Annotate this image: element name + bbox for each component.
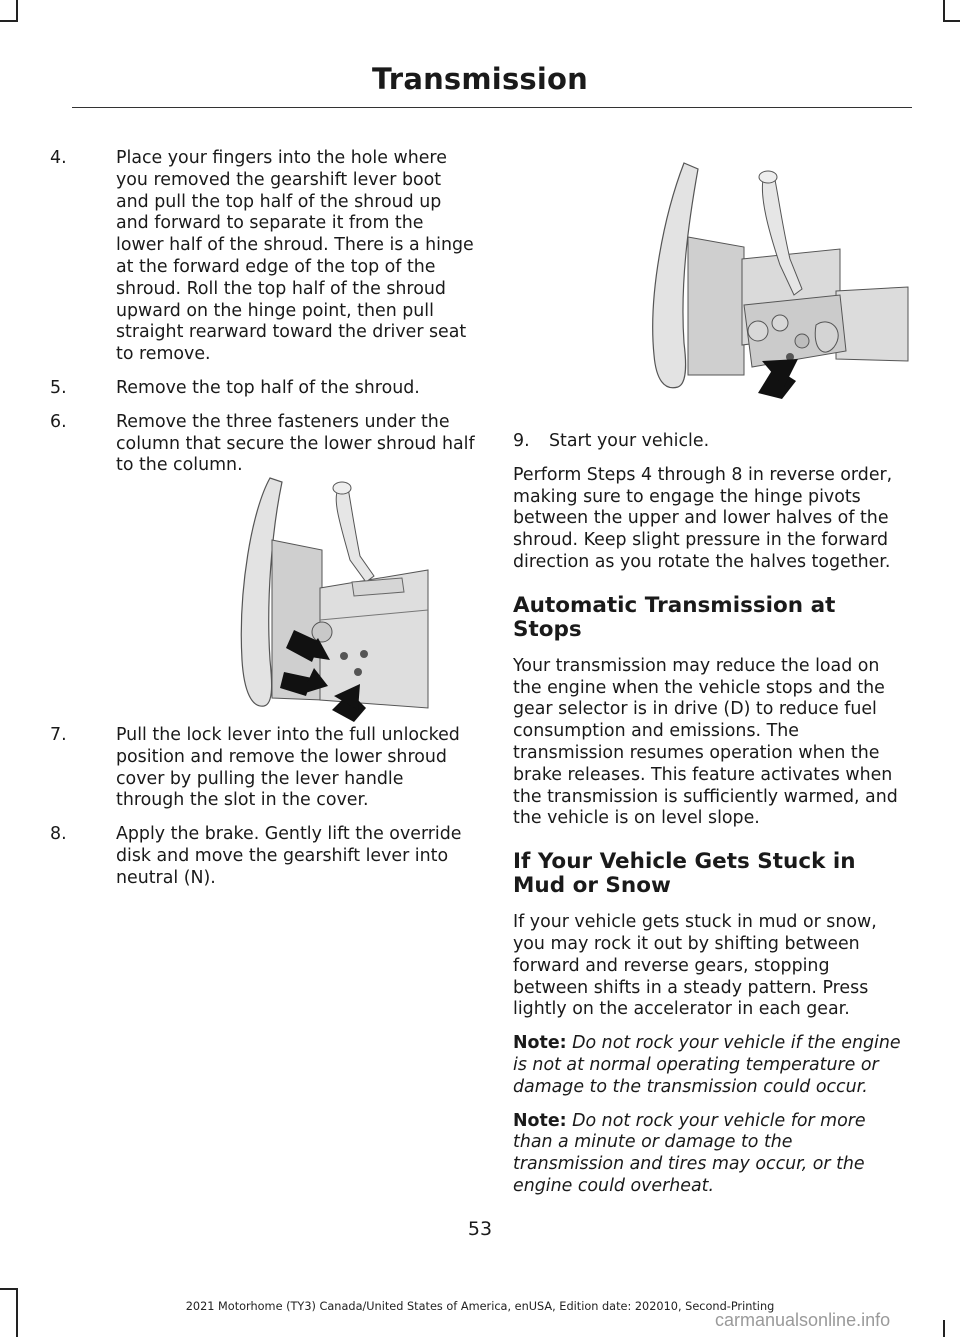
crop-mark bbox=[943, 1320, 945, 1337]
watermark: carmanualsonline.info bbox=[715, 1310, 891, 1330]
step-item bbox=[50, 824, 476, 889]
left-column bbox=[50, 148, 476, 489]
paragraph: Perform Steps 4 through 8 in reverse order, making sure to engage the hinge pivots between the upper and lower halves of the shroud. Keep slight pressure in the forward direction as you rotate the halves together. bbox=[513, 464, 893, 572]
step-number: 4. bbox=[50, 148, 67, 168]
step-text: Remove the three fasteners under the column that secure the lower shroud half to the column. bbox=[116, 411, 475, 476]
steering-column-fasteners-illustration bbox=[232, 470, 432, 732]
left-column-lower bbox=[50, 725, 476, 902]
crop-mark bbox=[0, 1288, 18, 1290]
crop-mark bbox=[943, 20, 960, 22]
section-heading: Automatic Transmission at Stops bbox=[513, 592, 836, 642]
header-divider bbox=[72, 107, 912, 108]
step-number: 9. bbox=[513, 431, 530, 451]
crop-mark bbox=[16, 0, 18, 22]
paragraph: If your vehicle gets stuck in mud or snow, you may rock it out by shifting between forward and reverse gears, stopping between shifts in a steady pattern. Press lightly on the accelerator in each gear. bbox=[513, 912, 877, 1020]
step-item bbox=[50, 148, 476, 366]
step-item bbox=[513, 431, 908, 453]
footer-text: 2021 Motorhome (TY3) Canada/United States of America, enUSA, Edition date: 202010, Second-Printing bbox=[185, 1300, 775, 1313]
step-item bbox=[50, 725, 476, 812]
paragraph: Your transmission may reduce the load on the engine when the vehicle stops and the gear selector is in drive (D) to reduce fuel consumption and emissions. The transmission resumes operation when the brake releases. This feature activates when the transmission is sufficiently warmed, and the vehicle is on level slope. bbox=[513, 655, 898, 829]
step-text: Start your vehicle. bbox=[549, 431, 710, 451]
crop-mark bbox=[16, 1290, 18, 1337]
note-text: Do not rock your vehicle for more than a minute or damage to the transmission and tires may occur, or the engine could overheat. bbox=[513, 1110, 866, 1196]
note bbox=[513, 1033, 908, 1098]
step-item bbox=[50, 412, 476, 477]
note-label: Note: bbox=[513, 1110, 567, 1131]
crop-mark bbox=[0, 20, 18, 22]
page-number: 53 bbox=[467, 1218, 493, 1240]
note-label: Note: bbox=[513, 1033, 567, 1054]
step-text: Pull the lock lever into the full unlocked position and remove the lower shroud cover by pulling the lever handle through the slot in the cover. bbox=[116, 725, 460, 811]
step-number: 7. bbox=[50, 725, 67, 745]
right-column bbox=[513, 431, 908, 1210]
steering-column-lock-lever-illustration bbox=[640, 155, 912, 400]
step-number: 5. bbox=[50, 377, 67, 398]
note-text: Do not rock your vehicle if the engine is not at normal operating temperature or damage to the transmission could occur. bbox=[513, 1033, 901, 1097]
step-number: 6. bbox=[50, 411, 67, 432]
section-heading: If Your Vehicle Gets Stuck in Mud or Snow bbox=[513, 849, 856, 899]
step-text: Remove the top half of the shroud. bbox=[116, 377, 420, 398]
page-title: Transmission bbox=[372, 62, 588, 96]
step-text: Apply the brake. Gently lift the override disk and move the gearshift lever into neutral (N). bbox=[116, 824, 462, 888]
note bbox=[513, 1111, 908, 1198]
step-number: 8. bbox=[50, 824, 67, 845]
crop-mark bbox=[943, 0, 945, 22]
step-item bbox=[50, 378, 476, 400]
step-text: Place your fingers into the hole where you removed the gearshift lever boot and pull the top half of the shroud up and forward to separate it from the lower half of the shroud. There is a hinge at the forward edge of the top of the shroud. Roll the top half of the shroud upward on the hinge point, then pull straight rearward toward the driver seat to remove. bbox=[116, 148, 474, 365]
